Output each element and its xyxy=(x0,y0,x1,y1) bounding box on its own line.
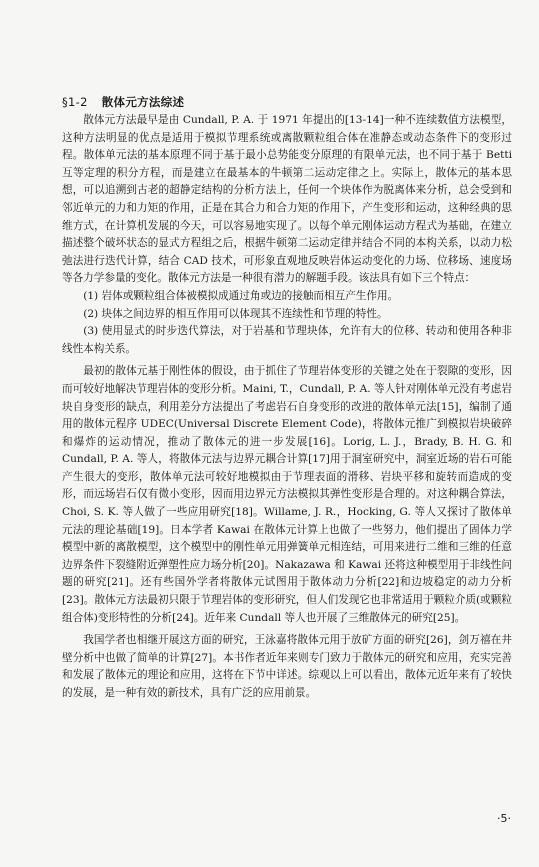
body-text xyxy=(62,112,512,703)
page-number: ·5· xyxy=(497,812,511,825)
section-title: 散体元方法综述 xyxy=(101,95,185,109)
paragraph-intro: 散体元方法最早是由 Cundall, P. A. 于 1971 年提出的[13-14]一种不连续数值方法模型，这种方法明显的优点是适用于模拟节理系统或离散颗粒组合体在准静态或动态条件下的变形过程。散体单元法的基本原理不同于基于最小总势能变分原理的有限单元法，也不同于基于 Betti 互等定理的积分方程，而是建立在最基本的牛顿第二运动定律之上。实际上，散体元的基本思想，可以追溯到古老的超静定结构的分析方法上，任何一个块体作为脱离体来分析，总会受到和邻近单元的力和力矩的作用，正是在其合力和合力矩的作用下，产生变形和运动，这种经典的思维方式，在计算机发展的今天，可以容易地实现了。以每个单元刚体运动方程式为基础，在建立描述整个破坏状态的显式方程组之后，根据牛顿第二运动定律并结合不同的本构关系，以动力松弛法进行迭代计算，结合 CAD 技术，可形象直观地反映岩体运动变化的力场、位移场、速度场等各力学参量的变化。散体元方法是一种很有潜力的解题手段。该法具有如下三个特点： xyxy=(62,114,512,285)
section-number: §1-2 xyxy=(62,95,88,109)
list-item-3: (3) 使用显式的时步迭代算法，对于岩基和节理块体，允许有大的位移、转动和使用各种非线性本构关系。 xyxy=(62,325,512,355)
paragraph-history: 最初的散体元基于刚性体的假设，由于抓住了节理岩体变形的关键之处在于裂隙的变形，因而可较好地解决节理岩体的变形分析。Maini, T.，Cundall, P. A. 等人针对刚体单元没有考虑岩块自身变形的缺点，利用差分方法提出了考虑岩石自身变形的改进的散体单元法[15]，编制了通用的散体元程序 UDEC(Universal Discrete Element Code)，将散体元推广到模拟岩块破碎和爆炸的运动情况，推动了散体元的进一步发展[16]。Lorig, L. J.，Brady, B. H. G. 和 Cundall, P. A. 等人，将散体元法与边界元耦合计算[17]用于洞室研究中，洞室近场的岩石可能产生很大的变形，散体单元法可较好地模拟由于节理表面的滑移、岩块平移和旋转而造成的变形，而远场岩石仅有微小变形，因而用边界元方法模拟其弹性变形是合理的。对这种耦合算法，Choi, S. K. 等人做了一些应用研究[18]。Willame, J. R.，Hocking, G. 等人又探讨了散体单元法的理论基础[19]。日本学者 Kawai 在散体元计算上也做了一些努力，他们提出了固体力学模型中新的离散模型，这个模型中的刚性单元用弹簧单元相连结，可用来进行二维和三维的任意边界条件下裂缝附近弹塑性应力场分析[20]。Nakazawa 和 Kawai 还将这种模型用于非线性问题的研究[21]。还有些国外学者将散体元试图用于散体动力分析[22]和边坡稳定的动力分析[23]。散体元方法最初只限于节理岩体的变形研究，但人们发现它也非常适用于颗粒介质(或颗粒组合体)变形特性的分析[24]。近年来 Cundall 等人也开展了三维散体元的研究[25]。 xyxy=(62,365,512,624)
list-item-1: (1) 岩体或颗粒组合体被模拟成通过角或边的接触而相互产生作用。 xyxy=(83,289,399,302)
section-heading xyxy=(62,94,184,110)
paragraph-domestic: 我国学者也相继开展这方面的研究，王泳嘉将散体元用于放矿方面的研究[26]，剑万禧在井壁分析中也做了简单的计算[27]。本书作者近年来则专门致力于散体元的研究和应用，充实完善和发展了散体元的理论和应用，这将在下节中详述。综观以上可以看出，散体元近年来有了较快的发展，是一种有效的新技术，具有广泛的应用前景。 xyxy=(62,634,512,699)
list-item-2: (2) 块体之间边界的相互作用可以体现其不连续性和节理的特性。 xyxy=(83,307,388,320)
